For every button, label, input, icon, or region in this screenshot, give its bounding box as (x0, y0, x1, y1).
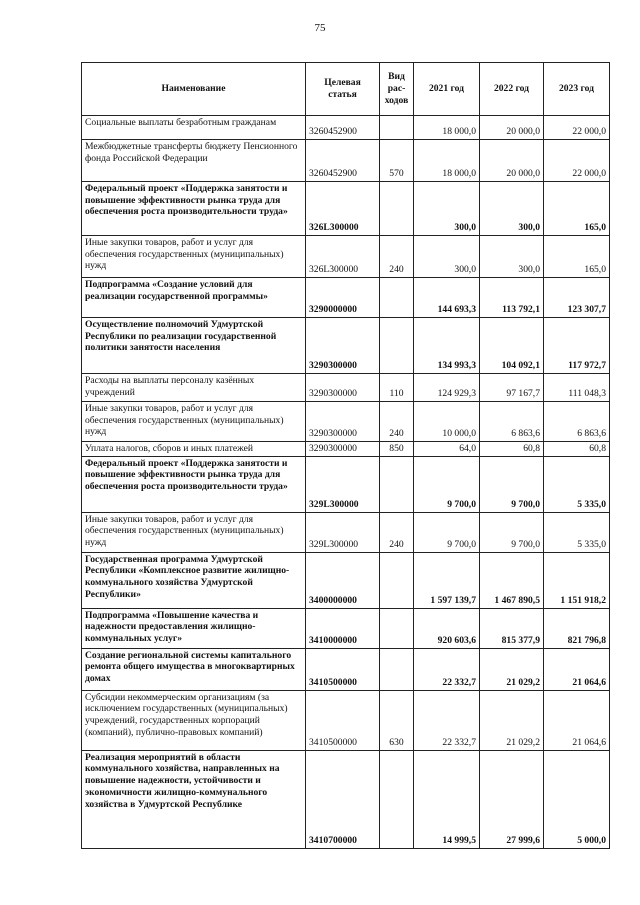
budget-table (81, 62, 610, 849)
table-header-row (82, 63, 610, 116)
table-body (82, 116, 610, 849)
table-row (82, 512, 610, 552)
row-2021-cell: 144 693,3 (414, 278, 480, 318)
row-name-cell: Субсидии некоммерческим организациям (за исключением государственных (муниципальных) учреждений, государственных корпораций (компаний), публично-правовых компаний) (82, 690, 306, 750)
row-2023-cell: 5 335,0 (544, 512, 610, 552)
row-code-cell: 3290300000 (306, 402, 380, 442)
row-name-cell: Иные закупки товаров, работ и услуг для обеспечения государственных (муниципальных) нужд (82, 236, 306, 278)
table-row (82, 278, 610, 318)
row-2022-cell: 21 029,2 (480, 648, 544, 690)
row-code-cell: 326L300000 (306, 182, 380, 236)
row-name-cell: Подпрограмма «Создание условий для реализации государственной программы» (82, 278, 306, 318)
row-2023-cell: 1 151 918,2 (544, 552, 610, 608)
row-name-cell: Иные закупки товаров, работ и услуг для обеспечения государственных (муниципальных) нужд (82, 402, 306, 442)
row-code-cell: 3410500000 (306, 690, 380, 750)
row-vid-cell (380, 648, 414, 690)
row-2022-cell: 60,8 (480, 442, 544, 457)
row-code-cell: 329L300000 (306, 456, 380, 512)
table-row (82, 608, 610, 648)
row-2023-cell: 60,8 (544, 442, 610, 457)
row-2023-cell: 22 000,0 (544, 140, 610, 182)
row-code-cell: 329L300000 (306, 512, 380, 552)
row-vid-cell (380, 318, 414, 374)
row-name-cell: Реализация мероприятий в области коммунального хозяйства, направленных на повышение надежности, устойчивости и экономичности жилищно-коммунального хозяйства в Удмуртской Республике (82, 750, 306, 848)
header-2021: 2021 год (414, 63, 480, 116)
table-row (82, 402, 610, 442)
row-code-cell: 3260452900 (306, 140, 380, 182)
table-row (82, 116, 610, 140)
row-name-cell: Федеральный проект «Поддержка занятости и повышение эффективности рынка труда для обеспечения роста производительности труда» (82, 456, 306, 512)
table-row (82, 442, 610, 457)
row-2023-cell: 111 048,3 (544, 374, 610, 402)
row-vid-cell (380, 116, 414, 140)
row-vid-cell (380, 278, 414, 318)
page-number: 75 (314, 22, 326, 34)
row-2021-cell: 300,0 (414, 182, 480, 236)
header-code: Целевая статья (306, 63, 380, 116)
row-2022-cell: 97 167,7 (480, 374, 544, 402)
row-2022-cell: 104 092,1 (480, 318, 544, 374)
row-code-cell: 3260452900 (306, 116, 380, 140)
row-2023-cell: 123 307,7 (544, 278, 610, 318)
row-2022-cell: 9 700,0 (480, 456, 544, 512)
row-vid-cell (380, 182, 414, 236)
row-2022-cell: 815 377,9 (480, 608, 544, 648)
row-2023-cell: 21 064,6 (544, 648, 610, 690)
table-row (82, 318, 610, 374)
row-vid-cell: 110 (380, 374, 414, 402)
row-vid-cell: 570 (380, 140, 414, 182)
row-2021-cell: 22 332,7 (414, 690, 480, 750)
row-2023-cell: 5 000,0 (544, 750, 610, 848)
row-name-cell: Иные закупки товаров, работ и услуг для обеспечения государственных (муниципальных) нужд (82, 512, 306, 552)
header-name: Наименование (82, 63, 306, 116)
table-row (82, 236, 610, 278)
row-name-cell: Уплата налогов, сборов и иных платежей (82, 442, 306, 457)
header-vid: Вид рас-ходов (380, 63, 414, 116)
row-name-cell: Подпрограмма «Повышение качества и надежности предоставления жилищно-коммунальных услуг» (82, 608, 306, 648)
header-2022: 2022 год (480, 63, 544, 116)
table-row (82, 690, 610, 750)
row-2022-cell: 20 000,0 (480, 140, 544, 182)
row-2023-cell: 21 064,6 (544, 690, 610, 750)
row-vid-cell (380, 456, 414, 512)
table-row (82, 648, 610, 690)
row-vid-cell (380, 750, 414, 848)
row-vid-cell: 240 (380, 236, 414, 278)
row-code-cell: 326L300000 (306, 236, 380, 278)
row-name-cell: Федеральный проект «Поддержка занятости и повышение эффективности рынка труда для обеспечения роста производительности труда» (82, 182, 306, 236)
row-2021-cell: 134 993,3 (414, 318, 480, 374)
row-name-cell: Осуществление полномочий Удмуртской Республики по реализации государственной политики занятости населения (82, 318, 306, 374)
row-2023-cell: 165,0 (544, 236, 610, 278)
row-name-cell: Государственная программа Удмуртской Республики «Комплексное развитие жилищно-коммунального хозяйства Удмуртской Республики» (82, 552, 306, 608)
row-2021-cell: 18 000,0 (414, 116, 480, 140)
row-vid-cell (380, 552, 414, 608)
row-2021-cell: 920 603,6 (414, 608, 480, 648)
table-row (82, 750, 610, 848)
row-name-cell: Социальные выплаты безработным гражданам (82, 116, 306, 140)
header-2023: 2023 год (544, 63, 610, 116)
row-2023-cell: 5 335,0 (544, 456, 610, 512)
row-2022-cell: 6 863,6 (480, 402, 544, 442)
row-2022-cell: 300,0 (480, 182, 544, 236)
row-2022-cell: 1 467 890,5 (480, 552, 544, 608)
row-2022-cell: 113 792,1 (480, 278, 544, 318)
row-2021-cell: 22 332,7 (414, 648, 480, 690)
row-2021-cell: 64,0 (414, 442, 480, 457)
row-2021-cell: 1 597 139,7 (414, 552, 480, 608)
row-vid-cell: 630 (380, 690, 414, 750)
row-2022-cell: 27 999,6 (480, 750, 544, 848)
row-2022-cell: 20 000,0 (480, 116, 544, 140)
row-2022-cell: 9 700,0 (480, 512, 544, 552)
row-code-cell: 3410000000 (306, 608, 380, 648)
row-code-cell: 3400000000 (306, 552, 380, 608)
row-2023-cell: 821 796,8 (544, 608, 610, 648)
row-code-cell: 3290000000 (306, 278, 380, 318)
row-2021-cell: 9 700,0 (414, 456, 480, 512)
row-2021-cell: 124 929,3 (414, 374, 480, 402)
table-row (82, 140, 610, 182)
row-vid-cell: 240 (380, 402, 414, 442)
row-2022-cell: 21 029,2 (480, 690, 544, 750)
row-name-cell: Создание региональной системы капитального ремонта общего имущества в многоквартирных домах (82, 648, 306, 690)
row-vid-cell (380, 608, 414, 648)
row-code-cell: 3410700000 (306, 750, 380, 848)
row-vid-cell: 850 (380, 442, 414, 457)
row-vid-cell: 240 (380, 512, 414, 552)
table-row (82, 552, 610, 608)
table-row (82, 182, 610, 236)
row-2021-cell: 18 000,0 (414, 140, 480, 182)
row-2023-cell: 22 000,0 (544, 116, 610, 140)
row-2023-cell: 117 972,7 (544, 318, 610, 374)
row-2023-cell: 165,0 (544, 182, 610, 236)
row-name-cell: Расходы на выплаты персоналу казённых учреждений (82, 374, 306, 402)
table-row (82, 374, 610, 402)
row-2022-cell: 300,0 (480, 236, 544, 278)
row-2023-cell: 6 863,6 (544, 402, 610, 442)
row-code-cell: 3290300000 (306, 318, 380, 374)
row-code-cell: 3290300000 (306, 442, 380, 457)
row-code-cell: 3410500000 (306, 648, 380, 690)
row-2021-cell: 10 000,0 (414, 402, 480, 442)
row-code-cell: 3290300000 (306, 374, 380, 402)
row-2021-cell: 14 999,5 (414, 750, 480, 848)
row-name-cell: Межбюджетные трансферты бюджету Пенсионного фонда Российской Федерации (82, 140, 306, 182)
row-2021-cell: 9 700,0 (414, 512, 480, 552)
table-row (82, 456, 610, 512)
row-2021-cell: 300,0 (414, 236, 480, 278)
